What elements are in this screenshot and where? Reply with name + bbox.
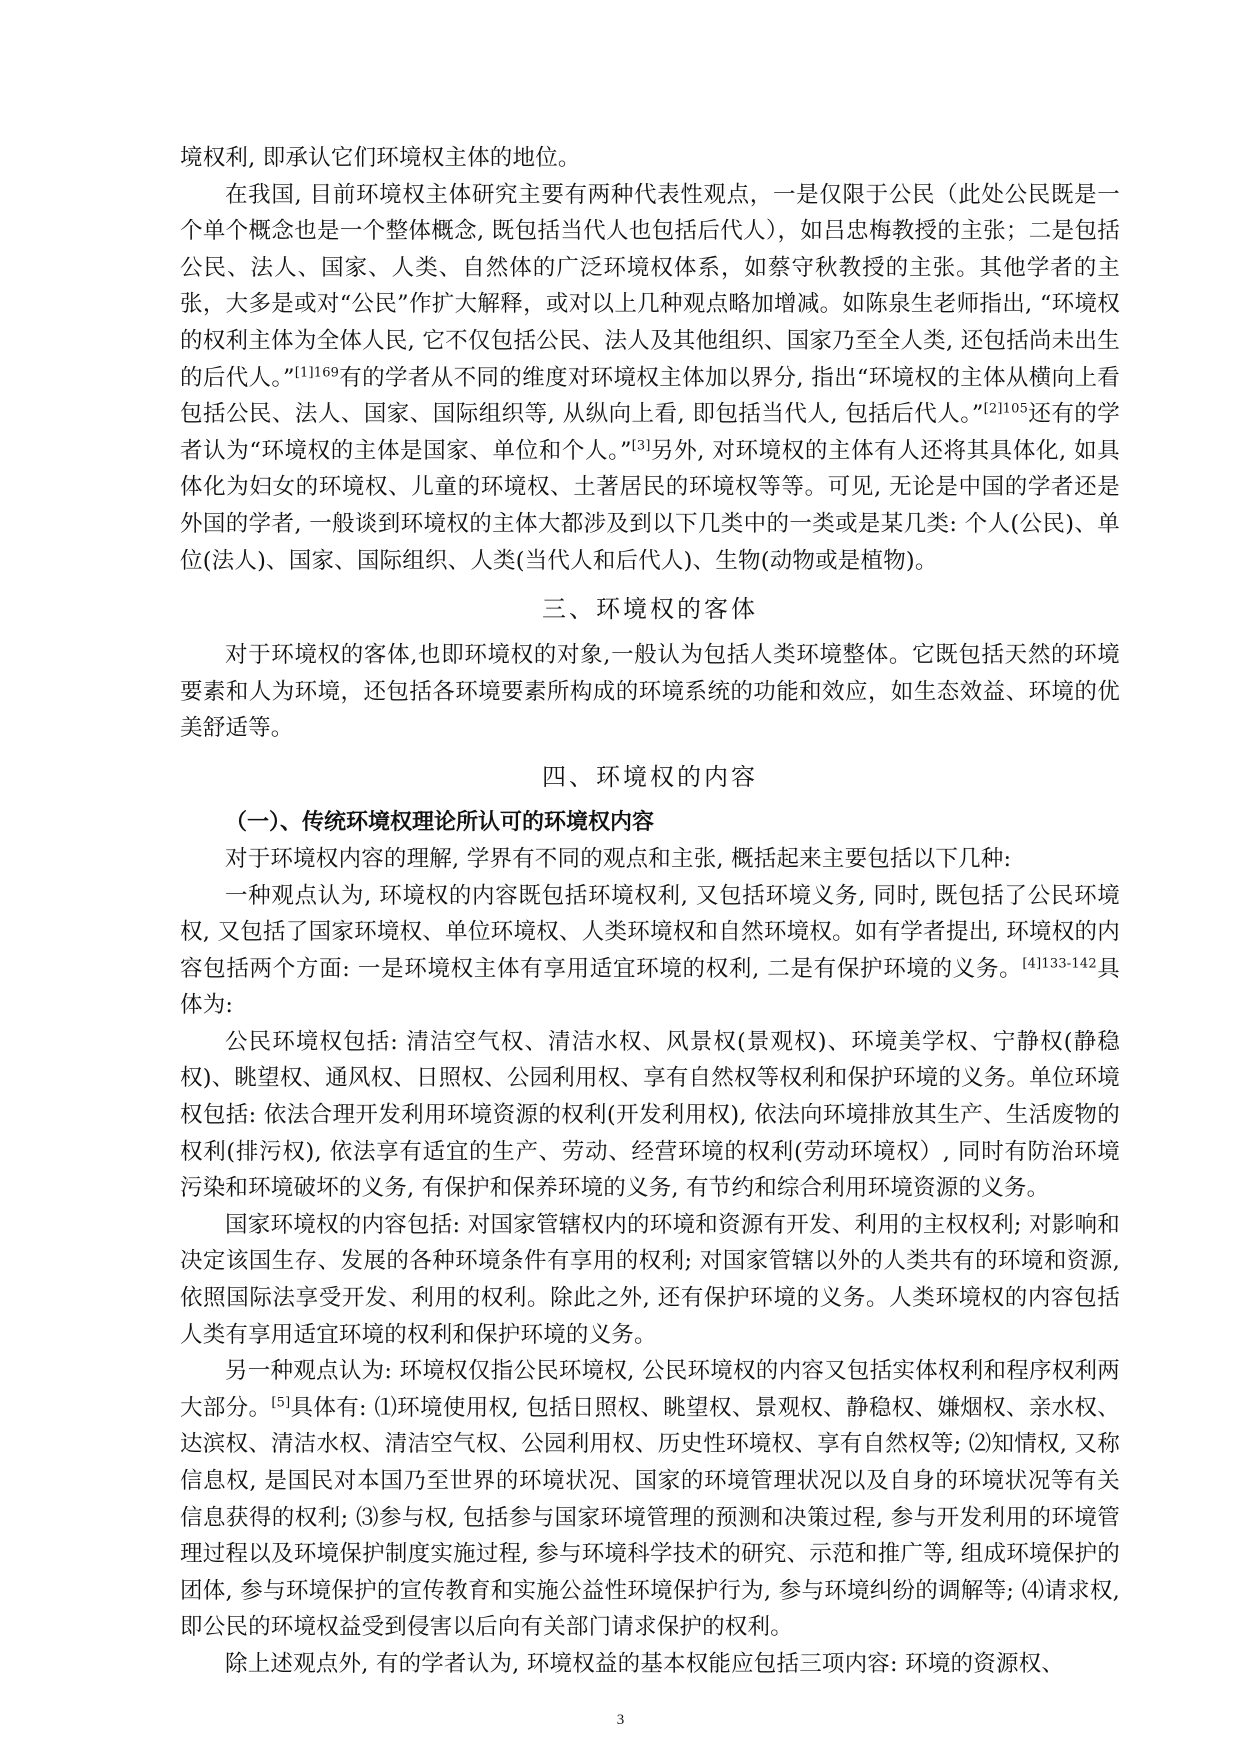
paragraph: 对于环境权的客体,也即环境权的对象,一般认为包括人类环境整体。它既包括天然的环境要素和人为环境，还包括各环境要素所构成的环境系统的功能和效应，如生态效益、环境的优美舒适等。 <box>180 642 1120 742</box>
citation: [2]105 <box>983 401 1029 417</box>
citation: [1]169 <box>294 365 340 381</box>
document-page <box>180 140 1120 1683</box>
paragraph <box>180 1353 1120 1646</box>
paragraph-text: 另一种观点认为: 环境权仅指公民环境权, 公民环境权的内容又包括实体权利和程序权利两大部分。 <box>180 1358 1120 1421</box>
paragraph-text: 另外, 对环境权的主体有人还将其具体化, 如具体化为妇女的环境权、儿童的环境权、土著居民的环境权等等。可见, 无论是中国的学者还是外国的学者, 一般谈到环境权的主体大都涉及到以下几类中的一类或是某几类: 个人(公民)、单位(法人)、国家、国际组织、人类(当代人和后代人)、生物(动物或是植物)。 <box>180 437 1120 574</box>
citation: [4]133-142 <box>1022 956 1097 972</box>
paragraph-text: 具体有: ⑴环境使用权, 包括日照权、眺望权、景观权、静稳权、嫌烟权、亲水权、达滨权、清洁水权、清洁空气权、公园利用权、历史性环境权、享有自然权等; ⑵知情权, 又称信息权, 是国民对本国乃至世界的环境状况、国家的环境管理状况以及自身的环境状况等有关信息获得的权利; ⑶参与权, 包括参与国家环境管理的预测和决策过程, 参与开发利用的环境管理过程以及环境保护制度实施过程, 参与环境科学技术的研究、示范和推广等, 组成环境保护的团体, 参与环境保护的宣传教育和实施公益性环境保护行为, 参与环境纠纷的调解等; ⑷请求权, 即公民的环境权益受到侵害以后向有关部门请求保护的权利。 <box>180 1394 1120 1641</box>
citation: [3] <box>631 438 651 454</box>
section-heading-object: 三、环境权的客体 <box>542 595 758 624</box>
subsection-heading: （一）、传统环境权理论所认可的环境权内容 <box>225 809 655 835</box>
paragraph <box>180 878 1120 1024</box>
paragraph: 国家环境权的内容包括: 对国家管辖权内的环境和资源有开发、利用的主权权利; 对影响和决定该国生存、发展的各种环境条件有享用的权利; 对国家管辖以外的人类共有的环境和资源, 依照国际法享受开发、利用的权利。除此之外, 还有保护环境的义务。人类环境权的内容包括人类有享用适宜环境的权利和保护环境的义务。 <box>180 1211 1120 1348</box>
paragraph-text: 有的学者从不同的维度对环境权主体加以界分, 指出“环境权的主体从横向上看包括公民、法人、国家、国际组织等, 从纵向上看, 即包括当代人, 包括后代人。” <box>180 364 1120 428</box>
paragraph: 对于环境权内容的理解, 学界有不同的观点和主张, 概括起来主要包括以下几种: <box>225 845 1012 872</box>
paragraph-text: 还有的学者认为“环境权的主体是国家、单位和个人。” <box>180 401 1120 464</box>
paragraph-text: 具体为: <box>180 955 1121 1019</box>
paragraph: 境权利, 即承认它们环境权主体的地位。 <box>180 145 581 171</box>
section-heading-content: 四、环境权的内容 <box>542 762 758 791</box>
page-number: 3 <box>616 1712 625 1728</box>
paragraph-text: 一种观点认为, 环境权的内容既包括环境权利, 又包括环境义务, 同时, 既包括了公民环境权, 又包括了国家环境权、单位环境权、人类环境权和自然环境权。如有学者提出, 环境权的内容包括两个方面: 一是环境权主体有享用适宜环境的权利, 二是有保护环境的义务。 <box>180 882 1120 982</box>
paragraph: 除上述观点外, 有的学者认为, 环境权益的基本权能应包括三项内容: 环境的资源权、 <box>225 1650 1065 1677</box>
paragraph <box>180 177 1120 580</box>
paragraph-text: 在我国, 目前环境权主体研究主要有两种代表性观点，一是仅限于公民（此处公民既是一个单个概念也是一个整体概念, 既包括当代人也包括后代人），如吕忠梅教授的主张；二是包括公民、法人、国家、人类、自然体的广泛环境权体系，如蔡守秋教授的主张。其他学者的主张，大多是或对“公民”作扩大解释，或对以上几种观点略加增减。如陈泉生老师指出, “环境权的权利主体为全体人民, 它不仅包括公民、法人及其他组织、国家乃至全人类, 还包括尚未出生的后代人。” <box>180 181 1120 391</box>
paragraph: 公民环境权包括: 清洁空气权、清洁水权、风景权(景观权)、环境美学权、宁静权(静稳权)、眺望权、通风权、日照权、公园利用权、享有自然权等权利和保护环境的义务。单位环境权包括: 依法合理开发利用环境资源的权利(开发利用权), 依法向环境排放其生产、生活废物的权利(排污权), 依法享有适宜的生产、劳动、经营环境的权利(劳动环境权）, 同时有防治环境污染和环境破坏的义务, 有保护和保养环境的义务, 有节约和综合利用环境资源的义务。 <box>180 1028 1120 1202</box>
citation: [5] <box>271 1395 291 1411</box>
